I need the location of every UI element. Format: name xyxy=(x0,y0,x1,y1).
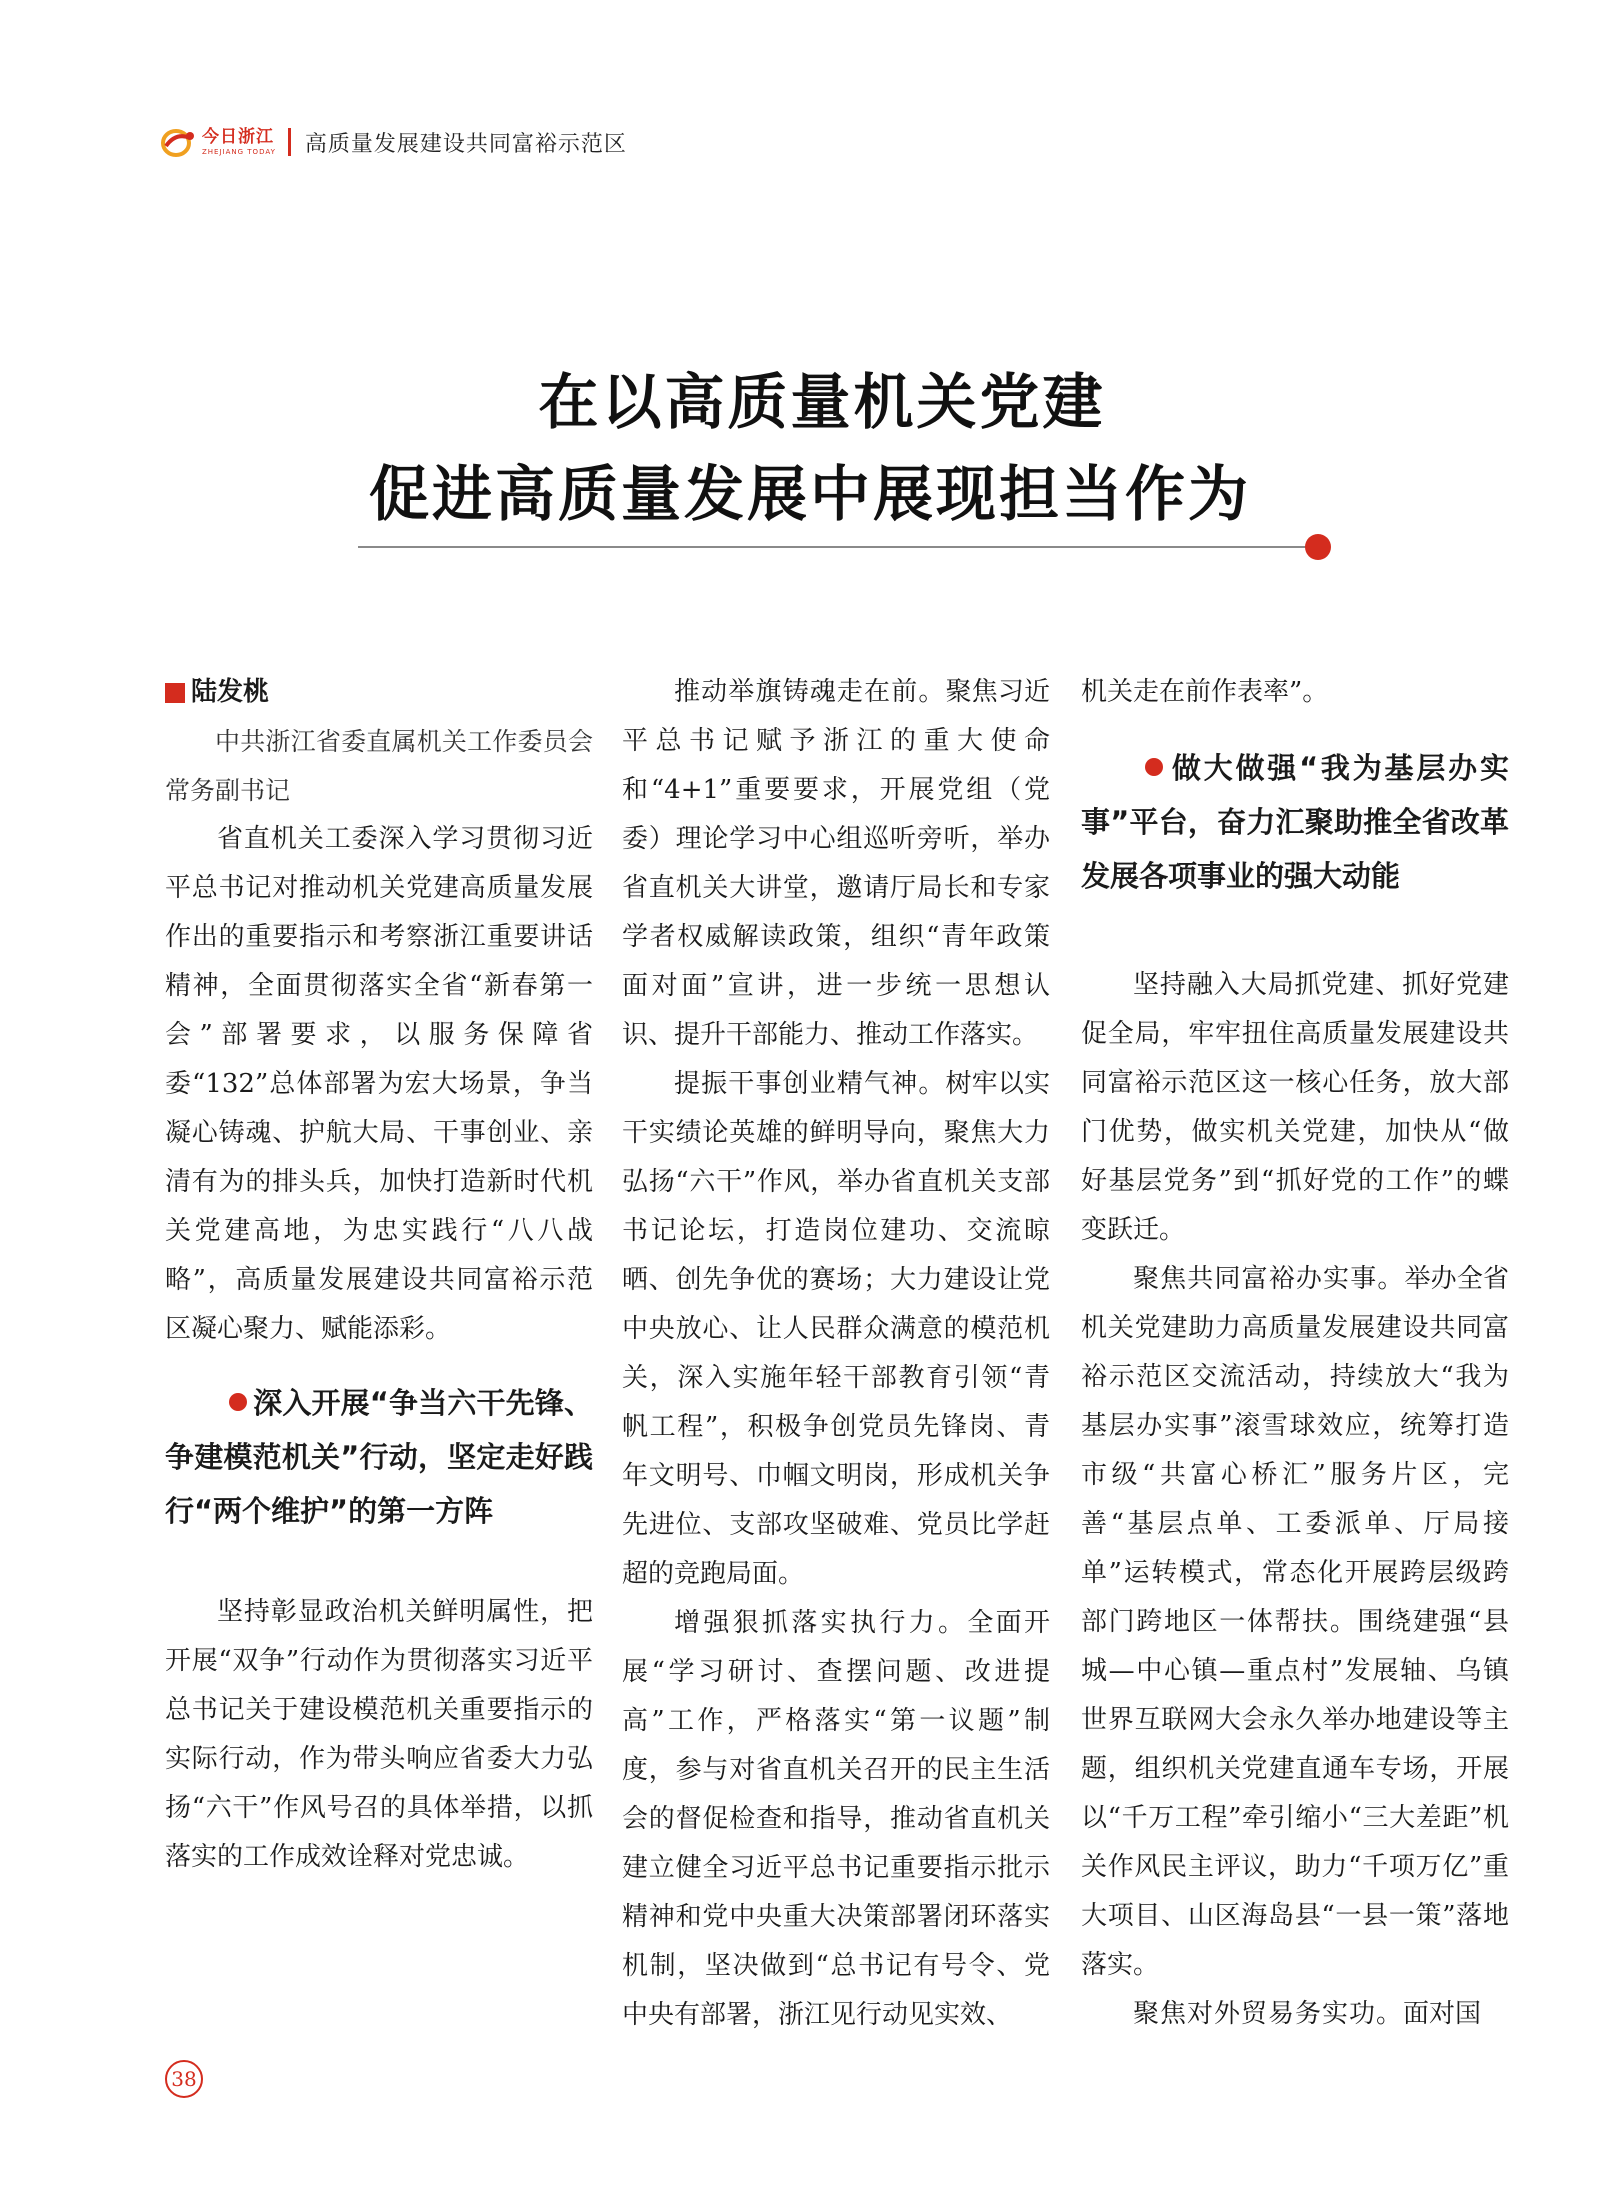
body-paragraph xyxy=(622,1599,1050,2040)
logo-swirl-icon xyxy=(160,126,198,158)
author-name xyxy=(165,668,593,717)
logo-chinese-text: 今日浙江 xyxy=(202,126,274,147)
logo-english-text: ZHEJIANG TODAY xyxy=(202,147,276,156)
article-title-line-1: 在以高质量机关党建 xyxy=(538,368,1106,438)
author-name-text: 陆发桃 xyxy=(191,677,270,707)
bullet-dot-icon xyxy=(229,1393,247,1411)
page-header xyxy=(160,122,627,162)
paragraph-text: 树牢以实干实绩论英雄的鲜明导向，聚焦大力弘扬“六干”作风，举办省直机关支部书记论坛，打造岗位建功、交流晾晒、创先争优的赛场；大力建设让党中央放心、让人民群众满意的模范机关，深入实施年轻干部教育引领“青帆工程”，积极争创党员先锋岗、青年文明号、巾帼文明岗，形成机关争先进位、支部攻坚破难、党员比学赶超的竞跑局面。 xyxy=(622,1069,1050,1589)
author-marker-icon xyxy=(165,683,185,703)
article-column-1 xyxy=(165,668,593,1882)
header-separator xyxy=(288,128,291,156)
paragraph-lead: 推动举旗铸魂走在前。 xyxy=(674,677,946,707)
section-label: 高质量发展建设共同富裕示范区 xyxy=(304,131,627,157)
body-paragraph-continued: 机关走在前作表率”。 xyxy=(1081,677,1329,707)
author-title: 中共浙江省委直属机关工作委员会常务副书记 xyxy=(165,727,593,805)
body-paragraph xyxy=(1081,1255,1509,1990)
body-paragraph xyxy=(622,1060,1050,1599)
paragraph-lead: 增强狠抓落实执行力。 xyxy=(674,1608,968,1638)
section-heading-2 xyxy=(1081,741,1509,903)
title-divider-dot xyxy=(1305,534,1331,560)
bullet-dot-icon xyxy=(1145,758,1163,776)
paragraph-text: 全面开展“学习研讨、查摆问题、改进提高”工作，严格落实“第一议题”制度，参与对省直机关召开的民主生活会的督促检查和指导，推动省直机关建立健全习近平总书记重要指示批示精神和党中央重大决策部署闭环落实机制，坚决做到“总书记有号令、党中央有部署，浙江见行动见实效、 xyxy=(622,1608,1050,2030)
body-paragraph: 坚持融入大局抓党建、抓好党建促全局，牢牢扭住高质量发展建设共同富裕示范区这一核心任务，放大部门优势，做实机关党建，加快从“做好基层党务”到“抓好党的工作”的蝶变跃迁。 xyxy=(1081,970,1509,1245)
article-column-3 xyxy=(1081,668,1509,2039)
body-paragraph xyxy=(1081,1990,1509,2039)
body-paragraph: 坚持彰显政治机关鲜明属性，把开展“双争”行动作为贯彻落实习近平总书记关于建设模范机关重要指示的实际行动，作为带头响应省委大力弘扬“六干”作风号召的具体举措，以抓落实的工作成效诠释对党忠诚。 xyxy=(165,1597,593,1872)
paragraph-text: 面对国 xyxy=(1403,1999,1482,2029)
paragraph-lead: 聚焦共同富裕办实事。 xyxy=(1133,1264,1405,1294)
article-column-2 xyxy=(622,668,1050,2040)
paragraph-text: 聚焦习近平总书记赋予浙江的重大使命和“4+1”重要要求，开展党组（党委）理论学习中心组巡听旁听，举办省直机关大讲堂，邀请厅局长和专家学者权威解读政策，组织“青年政策面对面”宣讲，进一步统一思想认识、提升干部能力、推动工作落实。 xyxy=(622,677,1050,1050)
paragraph-text: 举办全省机关党建助力高质量发展建设共同富裕示范区交流活动，持续放大“我为基层办实事”滚雪球效应，统筹打造市级“共富心桥汇”服务片区，完善“基层点单、工委派单、厅局接单”运转模式，常态化开展跨层级跨部门跨地区一体帮扶。围绕建强“县城—中心镇—重点村”发展轴、乌镇世界互联网大会永久举办地建设等主题，组织机关党建直通车专场，开展以“千万工程”牵引缩小“三大差距”机关作风民主评议，助力“千项万亿”重大项目、山区海岛县“一县一策”落地落实。 xyxy=(1081,1264,1509,1980)
paragraph-lead: 提振干事创业精气神。 xyxy=(674,1069,946,1099)
intro-paragraph: 省直机关工委深入学习贯彻习近平总书记对推动机关党建高质量发展作出的重要指示和考察浙江重要讲话精神，全面贯彻落实全省“新春第一会”部署要求，以服务保障省委“132”总体部署为宏大场景，争当凝心铸魂、护航大局、干事创业、亲清有为的排头兵，加快打造新时代机关党建高地，为忠实践行“八八战略”，高质量发展建设共同富裕示范区凝心聚力、赋能添彩。 xyxy=(165,824,593,1344)
title-divider xyxy=(358,546,1318,548)
page-number: 38 xyxy=(165,2060,203,2098)
body-paragraph xyxy=(622,668,1050,1060)
section-heading-1 xyxy=(165,1376,593,1538)
magazine-logo xyxy=(160,124,276,160)
section-heading-2-text: 做大做强“我为基层办实事”平台，奋力汇聚助推全省改革发展各项事业的强大动能 xyxy=(1081,751,1509,893)
section-heading-1-text: 深入开展“争当六干先锋、争建模范机关”行动，坚定走好践行“两个维护”的第一方阵 xyxy=(165,1386,593,1528)
paragraph-lead: 聚焦对外贸易务实功。 xyxy=(1133,1999,1404,2029)
article-title-line-2: 促进高质量发展中展现担当作为 xyxy=(369,460,1251,530)
